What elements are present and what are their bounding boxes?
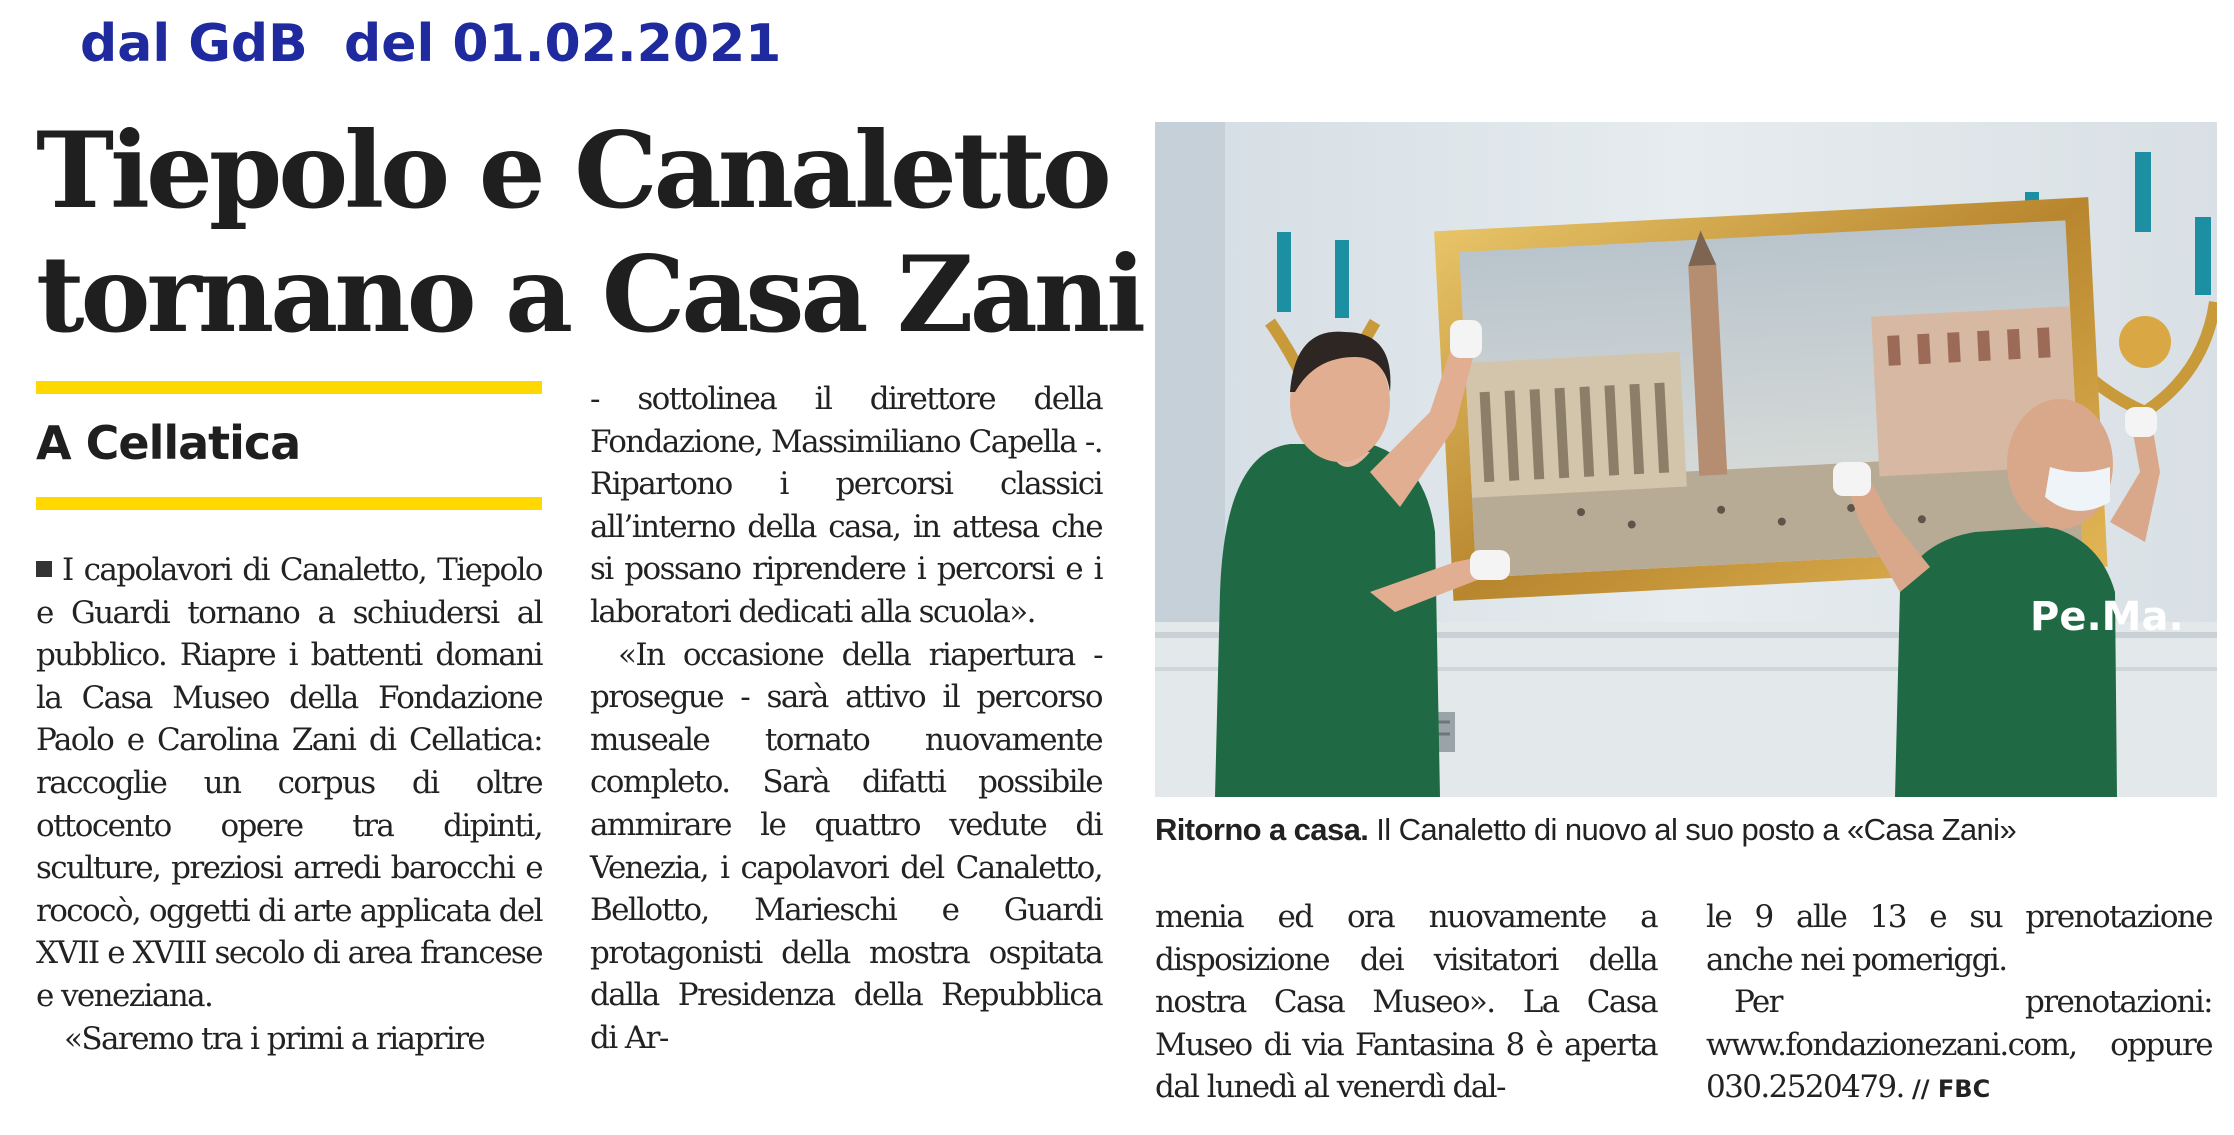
- headline-line-1: Tiepolo e Canaletto: [36, 108, 1108, 232]
- photo-caption: [1155, 812, 2016, 848]
- text-column-2: [590, 378, 1102, 1060]
- headline-line-2: tornano a Casa Zani: [36, 232, 1142, 356]
- col3-paragraph-1: menia ed ora nuovamente a disposizione dei visitatori della nostra Casa Museo». La Casa Museo di via Fantasina 8 è aperta dal lunedì al venerdì dal-: [1155, 899, 1657, 1106]
- caption-text: Il Canaletto di nuovo al suo posto a «Casa Zani»: [1368, 812, 2017, 847]
- kicker: A Cellatica: [36, 416, 301, 470]
- col2-paragraph-2: «In occasione della riapertura - prosegue - sarà attivo il percorso museale tornato nuovamente completo. Sarà difatti possibile ammirare le quattro vedute di Venezia, i capolavori del Canaletto, Bellotto, Marieschi e Guardi protagonisti della mostra ospitata dalla Presidenza della Repubblica di Ar-: [590, 636, 1102, 1056]
- col2-paragraph-1: - sottolinea il direttore della Fondazione, Massimiliano Capella -. Ripartono i percorsi classici all’interno della casa, in attesa che si possano riprendere i percorsi e i laboratori dedicati alla scuola».: [590, 381, 1102, 630]
- text-column-3: [1155, 896, 1657, 1109]
- paragraph-square-icon: [36, 561, 52, 577]
- col1-paragraph-2: «Saremo tra i primi a riaprire: [64, 1020, 485, 1057]
- text-column-4: [1706, 896, 2212, 1111]
- shirt-lettering: Pe.Ma.: [2030, 594, 2184, 640]
- col4-paragraph-2: Per prenotazioni: www.fondazionezani.com, oppure 030.2520479.: [1706, 984, 2212, 1106]
- bottom-yellow-rule: [36, 497, 542, 510]
- col1-paragraph-1: I capolavori di Canaletto, Tiepolo e Guardi tornano a schiudersi al pubblico. Riapre i battenti domani la Casa Museo della Fondazione Paolo e Carolina Zani di Cellatica: raccoglie un corpus di oltre ottocento opere tra dipinti, sculture, preziosi arredi barocchi e rococò, oggetti di arte applicata del XVII e XVIII secolo di area francese e veneziana.: [36, 552, 542, 1014]
- photo-illustration: [1155, 122, 2217, 797]
- text-column-1: [36, 549, 542, 1060]
- top-yellow-rule: [36, 381, 542, 394]
- article-photo: [1155, 122, 2217, 797]
- headline: [36, 108, 1142, 356]
- caption-bold: Ritorno a casa.: [1155, 812, 1369, 847]
- signature: // FBC: [1912, 1075, 1991, 1104]
- source-line: dal GdB del 01.02.2021: [80, 14, 782, 74]
- col4-paragraph-1: le 9 alle 13 e su prenotazione anche nei pomeriggi.: [1706, 899, 2212, 978]
